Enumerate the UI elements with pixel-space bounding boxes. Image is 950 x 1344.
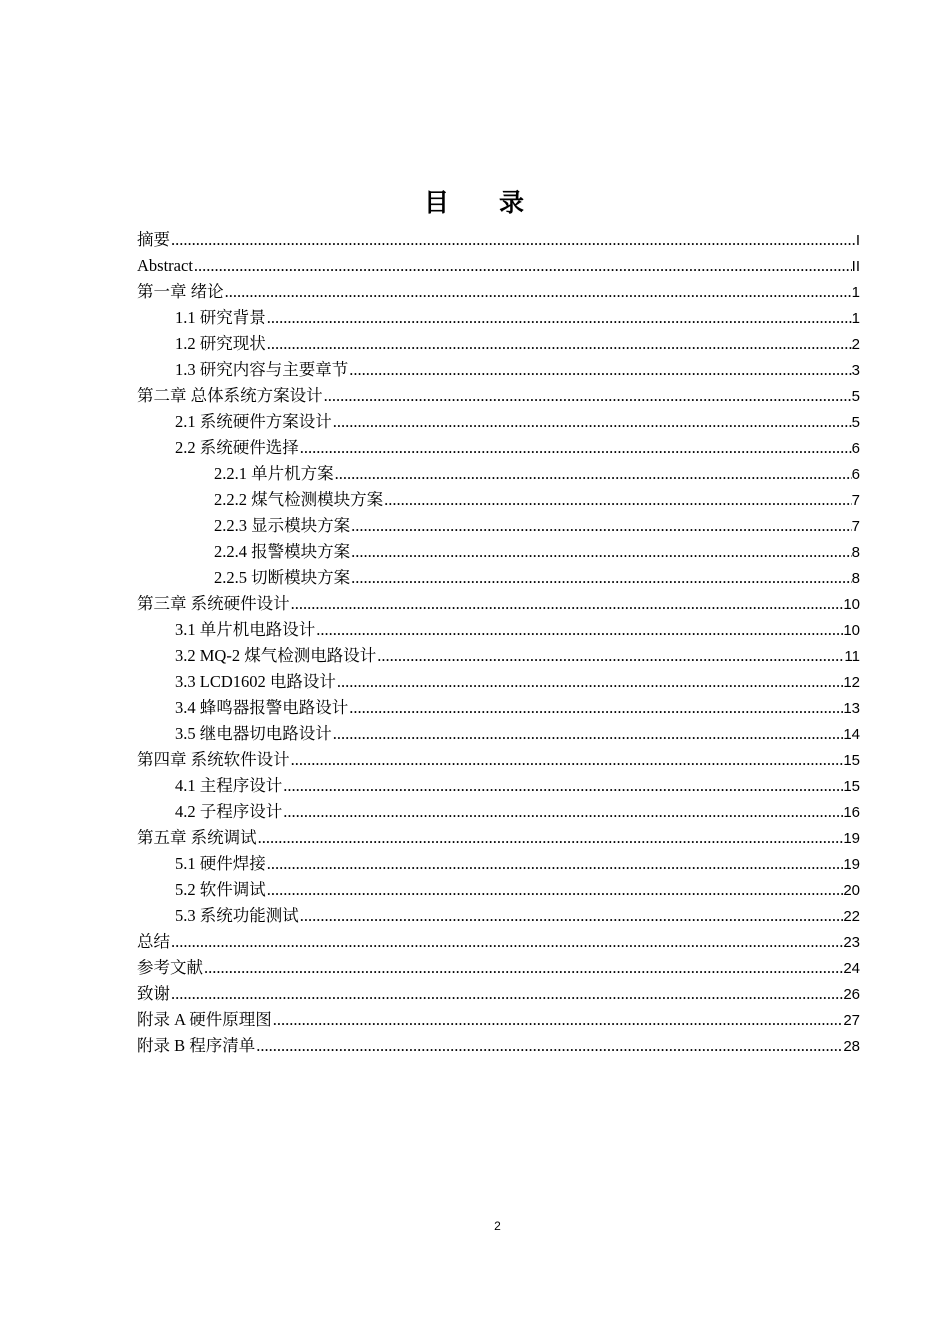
toc-entry-page: 24: [843, 960, 860, 977]
toc-entry-page: 20: [843, 882, 860, 899]
toc-entry-text: 第五章 系统调试: [137, 828, 257, 847]
toc-entry-page: 15: [843, 778, 860, 795]
toc-entry-text: 参考文献: [137, 958, 203, 977]
toc-entry[interactable]: [137, 695, 860, 721]
toc-entry[interactable]: [137, 1007, 860, 1033]
toc-leader-dots: [258, 825, 844, 851]
toc-entry-text: 第三章 系统硬件设计: [137, 594, 290, 613]
toc-entry[interactable]: [137, 877, 860, 903]
toc-entry-page: 1: [851, 310, 860, 327]
toc-entry-text: 2.2.2 煤气检测模块方案: [214, 490, 384, 509]
toc-leader-dots: [225, 279, 852, 305]
toc-entry[interactable]: [137, 565, 860, 591]
toc-entry-text: 1.1 研究背景: [175, 308, 266, 327]
toc-entry-text: 第四章 系统软件设计: [137, 750, 290, 769]
toc-entry-text: 1.2 研究现状: [175, 334, 266, 353]
toc-leader-dots: [333, 721, 844, 747]
toc-entry-text: 第一章 绪论: [137, 282, 224, 301]
toc-entry[interactable]: [137, 513, 860, 539]
toc-entry-text: 3.3 LCD1602 电路设计: [175, 672, 336, 691]
toc-entry-page: 3: [851, 362, 860, 379]
toc-entry-page: 16: [843, 804, 860, 821]
toc-entry[interactable]: [137, 799, 860, 825]
toc-entry-page: 10: [843, 596, 860, 613]
toc-leader-dots: [291, 591, 844, 617]
toc-entry-text: 摘要: [137, 230, 170, 249]
toc-entry[interactable]: [137, 539, 860, 565]
toc-entry-text: 3.1 单片机电路设计: [175, 620, 316, 639]
toc-entry-text: 附录 A 硬件原理图: [137, 1010, 272, 1029]
toc-entry[interactable]: [137, 721, 860, 747]
toc-entry[interactable]: [137, 825, 860, 851]
toc-entry-page: 19: [843, 856, 860, 873]
toc-entry-page: 23: [843, 934, 860, 951]
toc-leader-dots: [171, 929, 843, 955]
toc-entry-page: 1: [851, 284, 860, 301]
toc-entry[interactable]: [137, 357, 860, 383]
toc-leader-dots: [171, 981, 843, 1007]
toc-entry[interactable]: [137, 669, 860, 695]
toc-entry[interactable]: [137, 383, 860, 409]
toc-entry-page: 27: [843, 1012, 860, 1029]
toc-entry[interactable]: [137, 929, 860, 955]
toc-entry-text: 2.2.5 切断模块方案: [214, 568, 351, 587]
toc-leader-dots: [333, 409, 852, 435]
toc-entry-page: 6: [851, 466, 860, 483]
toc-leader-dots: [337, 669, 843, 695]
toc-leader-dots: [351, 513, 852, 539]
toc-entry-text: 3.5 继电器切电路设计: [175, 724, 332, 743]
toc-entry[interactable]: [137, 903, 860, 929]
toc-entry[interactable]: [137, 227, 860, 253]
toc-entry[interactable]: [137, 487, 860, 513]
toc-entry[interactable]: [137, 279, 860, 305]
toc-title: 目录: [423, 188, 574, 217]
toc-entry[interactable]: [137, 773, 860, 799]
toc-entry[interactable]: [137, 617, 860, 643]
toc-leader-dots: [351, 565, 852, 591]
toc-leader-dots: [267, 877, 844, 903]
toc-entry[interactable]: [137, 331, 860, 357]
toc-entry[interactable]: [137, 747, 860, 773]
toc-entry[interactable]: [137, 955, 860, 981]
toc-entry-page: 7: [851, 492, 860, 509]
toc-entry-page: 10: [843, 622, 860, 639]
toc-entry[interactable]: [137, 851, 860, 877]
toc-leader-dots: [377, 643, 844, 669]
toc-entry-text: 4.1 主程序设计: [175, 776, 283, 795]
toc-entry-text: 1.3 研究内容与主要章节: [175, 360, 349, 379]
toc-entry-text: 2.2.3 显示模块方案: [214, 516, 351, 535]
toc-leader-dots: [171, 227, 856, 253]
toc-entry-text: 总结: [137, 932, 170, 951]
toc-entry-text: 2.2 系统硬件选择: [175, 438, 299, 457]
toc-entry-text: 2.1 系统硬件方案设计: [175, 412, 332, 431]
toc-entry-page: 28: [843, 1038, 860, 1055]
toc-leader-dots: [267, 331, 852, 357]
toc-entry-page: 19: [843, 830, 860, 847]
toc-entry-page: 8: [851, 570, 860, 587]
toc-entry-text: 5.1 硬件焊接: [175, 854, 266, 873]
toc-leader-dots: [204, 955, 843, 981]
toc-entry-page: 8: [851, 544, 860, 561]
toc-entry[interactable]: [137, 435, 860, 461]
toc-leader-dots: [316, 617, 843, 643]
page-number: 2: [494, 1219, 501, 1233]
toc-entry-page: 2: [851, 336, 860, 353]
toc-leader-dots: [351, 539, 852, 565]
toc-leader-dots: [384, 487, 852, 513]
toc-leader-dots: [267, 305, 852, 331]
toc-leader-dots: [291, 747, 844, 773]
toc-entry-text: 附录 B 程序清单: [137, 1036, 256, 1055]
toc-entry[interactable]: [137, 409, 860, 435]
toc-entry[interactable]: [137, 981, 860, 1007]
toc-entry-page: 5: [851, 388, 860, 405]
toc-entry-page: 7: [851, 518, 860, 535]
toc-entry-text: 2.2.4 报警模块方案: [214, 542, 351, 561]
toc-entry-page: II: [851, 258, 860, 275]
toc-entry-page: 5: [851, 414, 860, 431]
toc-leader-dots: [194, 253, 852, 279]
toc-leader-dots: [300, 435, 852, 461]
toc-leader-dots: [300, 903, 844, 929]
toc-leader-dots: [283, 799, 843, 825]
toc-entry[interactable]: [137, 253, 860, 279]
toc-list: [137, 227, 860, 1059]
toc-leader-dots: [324, 383, 852, 409]
toc-entry-page: I: [855, 232, 860, 249]
toc-leader-dots: [267, 851, 844, 877]
toc-entry-page: 14: [843, 726, 860, 743]
toc-entry-page: 22: [843, 908, 860, 925]
toc-entry-page: 6: [851, 440, 860, 457]
toc-entry-text: 5.3 系统功能测试: [175, 906, 299, 925]
toc-entry-text: 第二章 总体系统方案设计: [137, 386, 323, 405]
toc-leader-dots: [349, 357, 851, 383]
toc-entry[interactable]: [137, 1033, 860, 1059]
toc-entry-text: 3.4 蜂鸣器报警电路设计: [175, 698, 349, 717]
toc-entry-text: 5.2 软件调试: [175, 880, 266, 899]
toc-entry-page: 26: [843, 986, 860, 1003]
toc-leader-dots: [349, 695, 843, 721]
toc-entry[interactable]: [137, 643, 860, 669]
toc-entry-text: 3.2 MQ-2 煤气检测电路设计: [175, 646, 377, 665]
toc-entry[interactable]: [137, 305, 860, 331]
toc-entry-page: 13: [843, 700, 860, 717]
toc-entry[interactable]: [137, 591, 860, 617]
toc-leader-dots: [335, 461, 852, 487]
toc-entry-text: 致谢: [137, 984, 170, 1003]
toc-entry-page: 15: [843, 752, 860, 769]
toc-entry-text: 2.2.1 单片机方案: [214, 464, 334, 483]
toc-leader-dots: [273, 1007, 844, 1033]
toc-leader-dots: [256, 1033, 843, 1059]
toc-entry-text: 4.2 子程序设计: [175, 802, 283, 821]
toc-leader-dots: [283, 773, 843, 799]
toc-entry-page: 12: [843, 674, 860, 691]
toc-entry[interactable]: [137, 461, 860, 487]
toc-entry-text: Abstract: [137, 256, 193, 275]
toc-entry-page: 11: [844, 648, 860, 665]
